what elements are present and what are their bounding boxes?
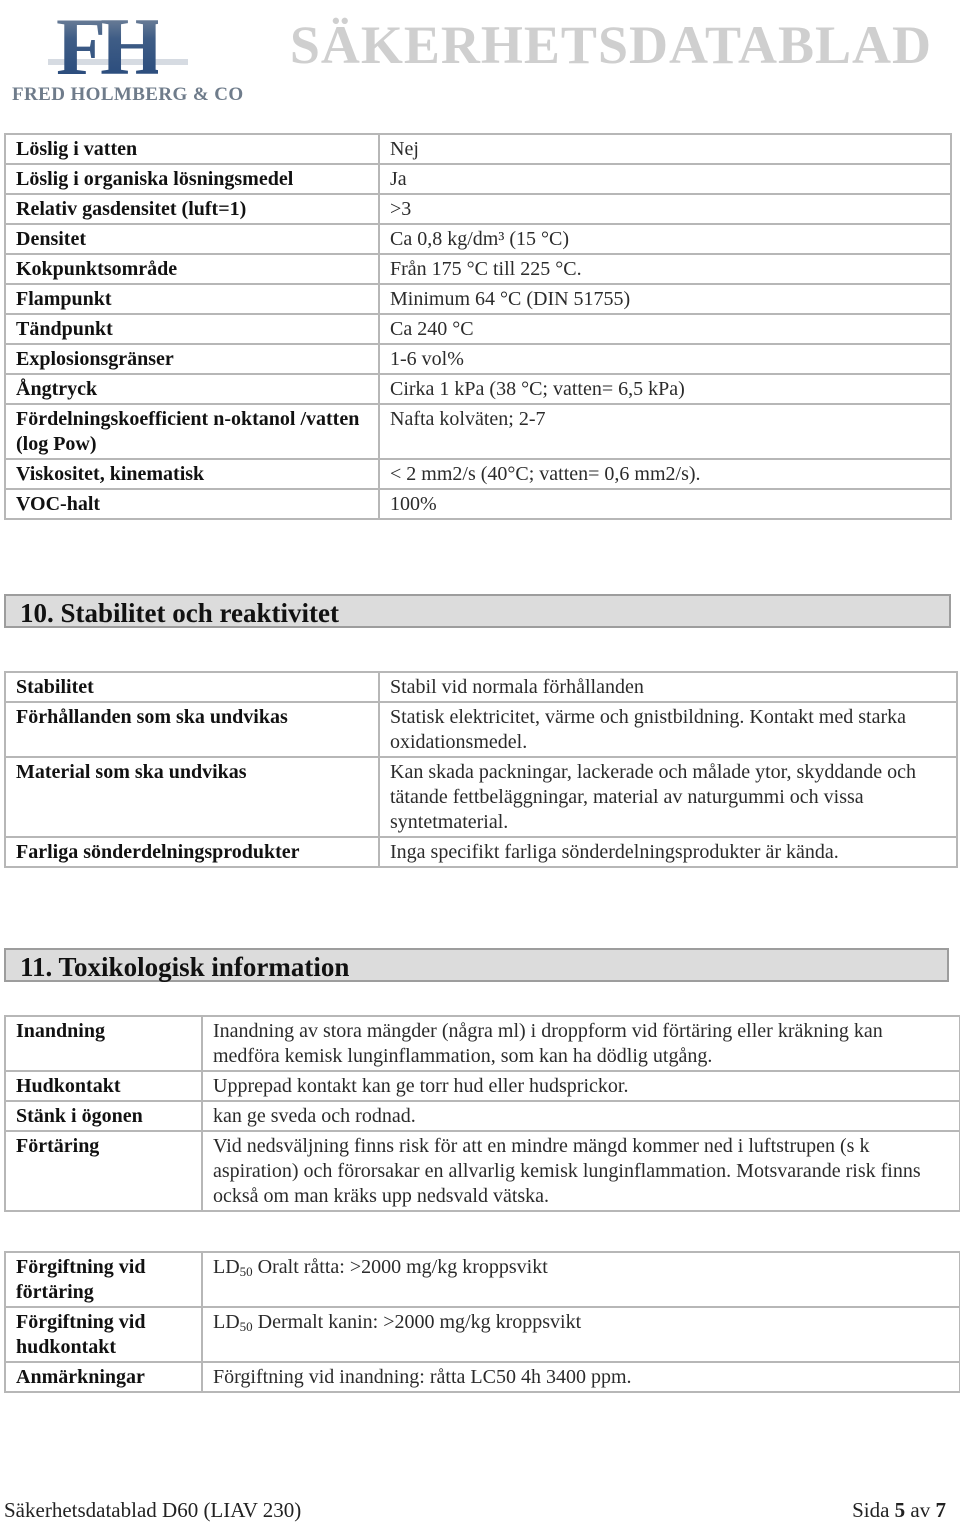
- ld-prefix: LD: [213, 1256, 240, 1278]
- property-value: 100%: [379, 489, 951, 519]
- toxicology-value: Upprepad kontakt kan ge torr hud eller hudsprickor.: [202, 1071, 960, 1101]
- table-row: [5, 672, 957, 702]
- stability-value: Kan skada packningar, lackerade och målade ytor, skyddande och tätande fettbeläggningar, material av naturgummi och vissa syntetmaterial.: [379, 757, 957, 837]
- property-label: VOC-halt: [5, 489, 379, 519]
- toxicity-values-table: [4, 1251, 960, 1393]
- table-row: [5, 344, 951, 374]
- stability-value: Inga specifikt farliga sönderdelningsprodukter är kända.: [379, 837, 957, 867]
- toxicity-value-cell: [202, 1252, 960, 1307]
- property-value: Minimum 64 °C (DIN 51755): [379, 284, 951, 314]
- logo-company-name: FRED HOLMBERG & CO: [12, 84, 244, 105]
- property-value: Cirka 1 kPa (38 °C; vatten= 6,5 kPa): [379, 374, 951, 404]
- property-label: Explosionsgränser: [5, 344, 379, 374]
- toxicity-value-cell: [202, 1307, 960, 1362]
- footer-page-number: [852, 1498, 946, 1523]
- page-total: 7: [935, 1498, 946, 1522]
- stability-label: Förhållanden som ska undvikas: [5, 702, 379, 757]
- toxicology-label: Förtäring: [5, 1131, 202, 1211]
- company-logo: [8, 1, 244, 105]
- table-row: [5, 374, 951, 404]
- page-current: 5: [894, 1498, 906, 1522]
- property-label: Tändpunkt: [5, 314, 379, 344]
- toxicity-label: Förgiftning vid förtäring: [5, 1252, 202, 1307]
- property-label: Fördelningskoefficient n-oktanol /vatten (log Pow): [5, 404, 379, 459]
- table-row: [5, 1307, 960, 1362]
- toxicology-label: Inandning: [5, 1016, 202, 1071]
- stability-label: Material som ska undvikas: [5, 757, 379, 837]
- section-10-heading: 10. Stabilitet och reaktivitet: [4, 594, 951, 628]
- table-row: [5, 224, 951, 254]
- toxicity-label: Förgiftning vid hudkontakt: [5, 1307, 202, 1362]
- property-value: Nafta kolväten; 2-7: [379, 404, 951, 459]
- property-value: >3: [379, 194, 951, 224]
- toxicity-value: Dermalt kanin: >2000 mg/kg kroppsvikt: [252, 1311, 582, 1333]
- toxicity-value: Förgiftning vid inandning: råtta LC50 4h 3400 ppm.: [213, 1366, 632, 1388]
- table-row: [5, 1101, 960, 1131]
- table-row: [5, 1362, 960, 1392]
- property-label: Densitet: [5, 224, 379, 254]
- stability-value: Stabil vid normala förhållanden: [379, 672, 957, 702]
- property-value: Ca 0,8 kg/dm³ (15 °C): [379, 224, 951, 254]
- document-title: SÄKERHETSDATABLAD: [289, 15, 932, 75]
- property-value: Nej: [379, 134, 951, 164]
- table-row: [5, 757, 957, 837]
- table-row: [5, 284, 951, 314]
- table-row: [5, 702, 957, 757]
- table-row: [5, 254, 951, 284]
- property-label: Löslig i vatten: [5, 134, 379, 164]
- table-row: [5, 1071, 960, 1101]
- stability-table: [4, 671, 958, 868]
- table-row: [5, 1131, 960, 1211]
- stability-value: Statisk elektricitet, värme och gnistbildning. Kontakt med starka oxidationsmedel.: [379, 702, 957, 757]
- ld-prefix: LD: [213, 1311, 240, 1333]
- ld-subscript: 50: [239, 1319, 253, 1334]
- toxicology-label: Stänk i ögonen: [5, 1101, 202, 1131]
- toxicology-label: Hudkontakt: [5, 1071, 202, 1101]
- toxicity-value-cell: [202, 1362, 960, 1392]
- toxicity-value: Oralt råtta: >2000 mg/kg kroppsvikt: [252, 1256, 548, 1278]
- logo-letters: FH: [56, 1, 158, 92]
- table-row: [5, 489, 951, 519]
- table-row: [5, 164, 951, 194]
- table-row: [5, 1016, 960, 1071]
- property-label: Ångtryck: [5, 374, 379, 404]
- toxicity-label: Anmärkningar: [5, 1362, 202, 1392]
- toxicology-value: Vid nedsväljning finns risk för att en mindre mängd kommer ned i luftstrupen (s k aspiration) och förorsakar en allvarlig kemisk lunginflammation. Motsvarande risk finns också om man kräks upp nedsvald vätska.: [202, 1131, 960, 1211]
- property-value: < 2 mm2/s (40°C; vatten= 0,6 mm2/s).: [379, 459, 951, 489]
- property-label: Relativ gasdensitet (luft=1): [5, 194, 379, 224]
- table-row: [5, 1252, 960, 1307]
- toxicology-table: [4, 1015, 960, 1212]
- property-label: Löslig i organiska lösningsmedel: [5, 164, 379, 194]
- property-value: Ja: [379, 164, 951, 194]
- ld-subscript: 50: [239, 1264, 253, 1279]
- property-value: Ca 240 °C: [379, 314, 951, 344]
- properties-table: [4, 133, 952, 520]
- page-mid: av: [905, 1498, 936, 1522]
- table-row: [5, 314, 951, 344]
- table-row: [5, 837, 957, 867]
- toxicology-value: Inandning av stora mängder (några ml) i droppform vid förtäring eller kräkning kan medföra kemisk lunginflammation, som kan ha dödlig utgång.: [202, 1016, 960, 1071]
- table-row: [5, 194, 951, 224]
- section-11-heading: 11. Toxikologisk information: [4, 948, 949, 982]
- page-prefix: Sida: [852, 1498, 895, 1522]
- property-label: Flampunkt: [5, 284, 379, 314]
- table-row: [5, 134, 951, 164]
- table-row: [5, 459, 951, 489]
- property-label: Kokpunktsområde: [5, 254, 379, 284]
- toxicology-value: kan ge sveda och rodnad.: [202, 1101, 960, 1131]
- property-label: Viskositet, kinematisk: [5, 459, 379, 489]
- stability-label: Farliga sönderdelningsprodukter: [5, 837, 379, 867]
- stability-label: Stabilitet: [5, 672, 379, 702]
- table-row: [5, 404, 951, 459]
- property-value: Från 175 °C till 225 °C.: [379, 254, 951, 284]
- footer-document-name: Säkerhetsdatablad D60 (LIAV 230): [4, 1498, 302, 1522]
- property-value: 1-6 vol%: [379, 344, 951, 374]
